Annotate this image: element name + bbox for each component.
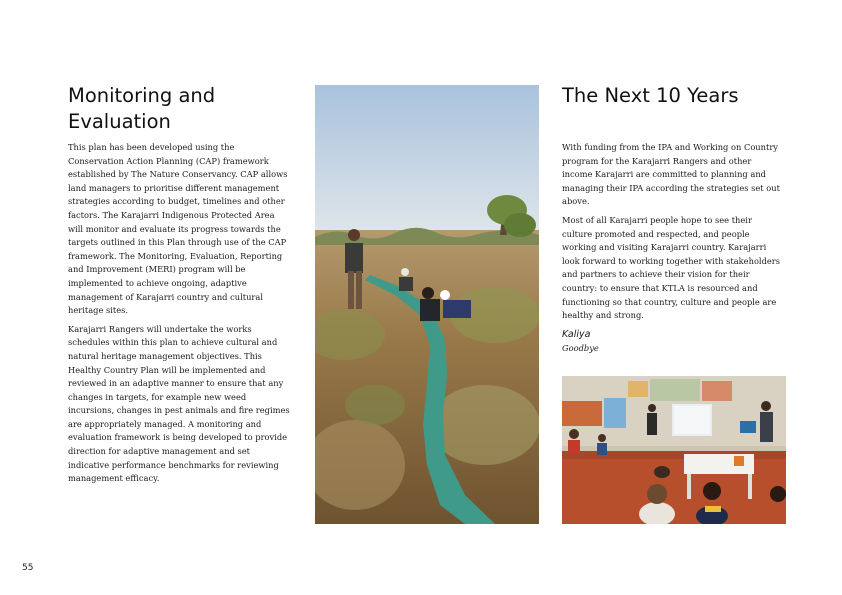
classroom-photo [562,376,786,524]
rangers-fieldwork-photo [315,85,539,524]
paragraph: With funding from the IPA and Working on Country program for the Karajarri Rangers and other income Karajarri are committed to planning and managing their IPA according the strategies set out above. [562,142,780,207]
next-10-years-body-text [562,141,784,356]
karajarri-word: Kaliya [562,328,591,340]
section-heading-monitoring: Monitoring and Evaluation [68,84,216,133]
page-number: 55 [22,563,34,573]
monitoring-body-text [68,141,292,491]
paragraph: Most of all Karajarri people hope to see their culture promoted and respected, and people working and visiting Karajarri country. Karajarri look forward to working together with stakeholders and partners to achieve their vision for their country: to ensure that KTLA is resourced and functioning so that country, culture and people are healthy and strong. [562,214,781,321]
section-heading-next-10-years: The Next 10 Years [562,84,739,107]
paragraph: This plan has been developed using the Conservation Action Planning (CAP) framework established by The Nature Conservancy. CAP allows land managers to prioritise different management strategies according to budget, timelines and other factors. The Karajarri Indigenous Protected Area will monitor and evaluate its progress towards the targets outlined in this Plan through use of the CAP framework. The Monitoring, Evaluation, Reporting and Improvement (MERI) program will be implemented to achieve ongoing, adaptive management of Karajarri country and cultural heritage sites. [68,142,288,316]
paragraph: Karajarri Rangers will undertake the works schedules within this plan to achieve cultural and natural heritage management objectives. This Healthy Country Plan will be implemented and reviewed in an adaptive manner to ensure that any changes in targets, for example new weed incursions, changes in pest animals and fire regimes are appropriately managed. A monitoring and evaluation framework is being developed to provide direction for adaptive management and set indicative performance benchmarks for reviewing management efficacy. [68,323,290,484]
word-translation: Goodbye [562,343,599,354]
